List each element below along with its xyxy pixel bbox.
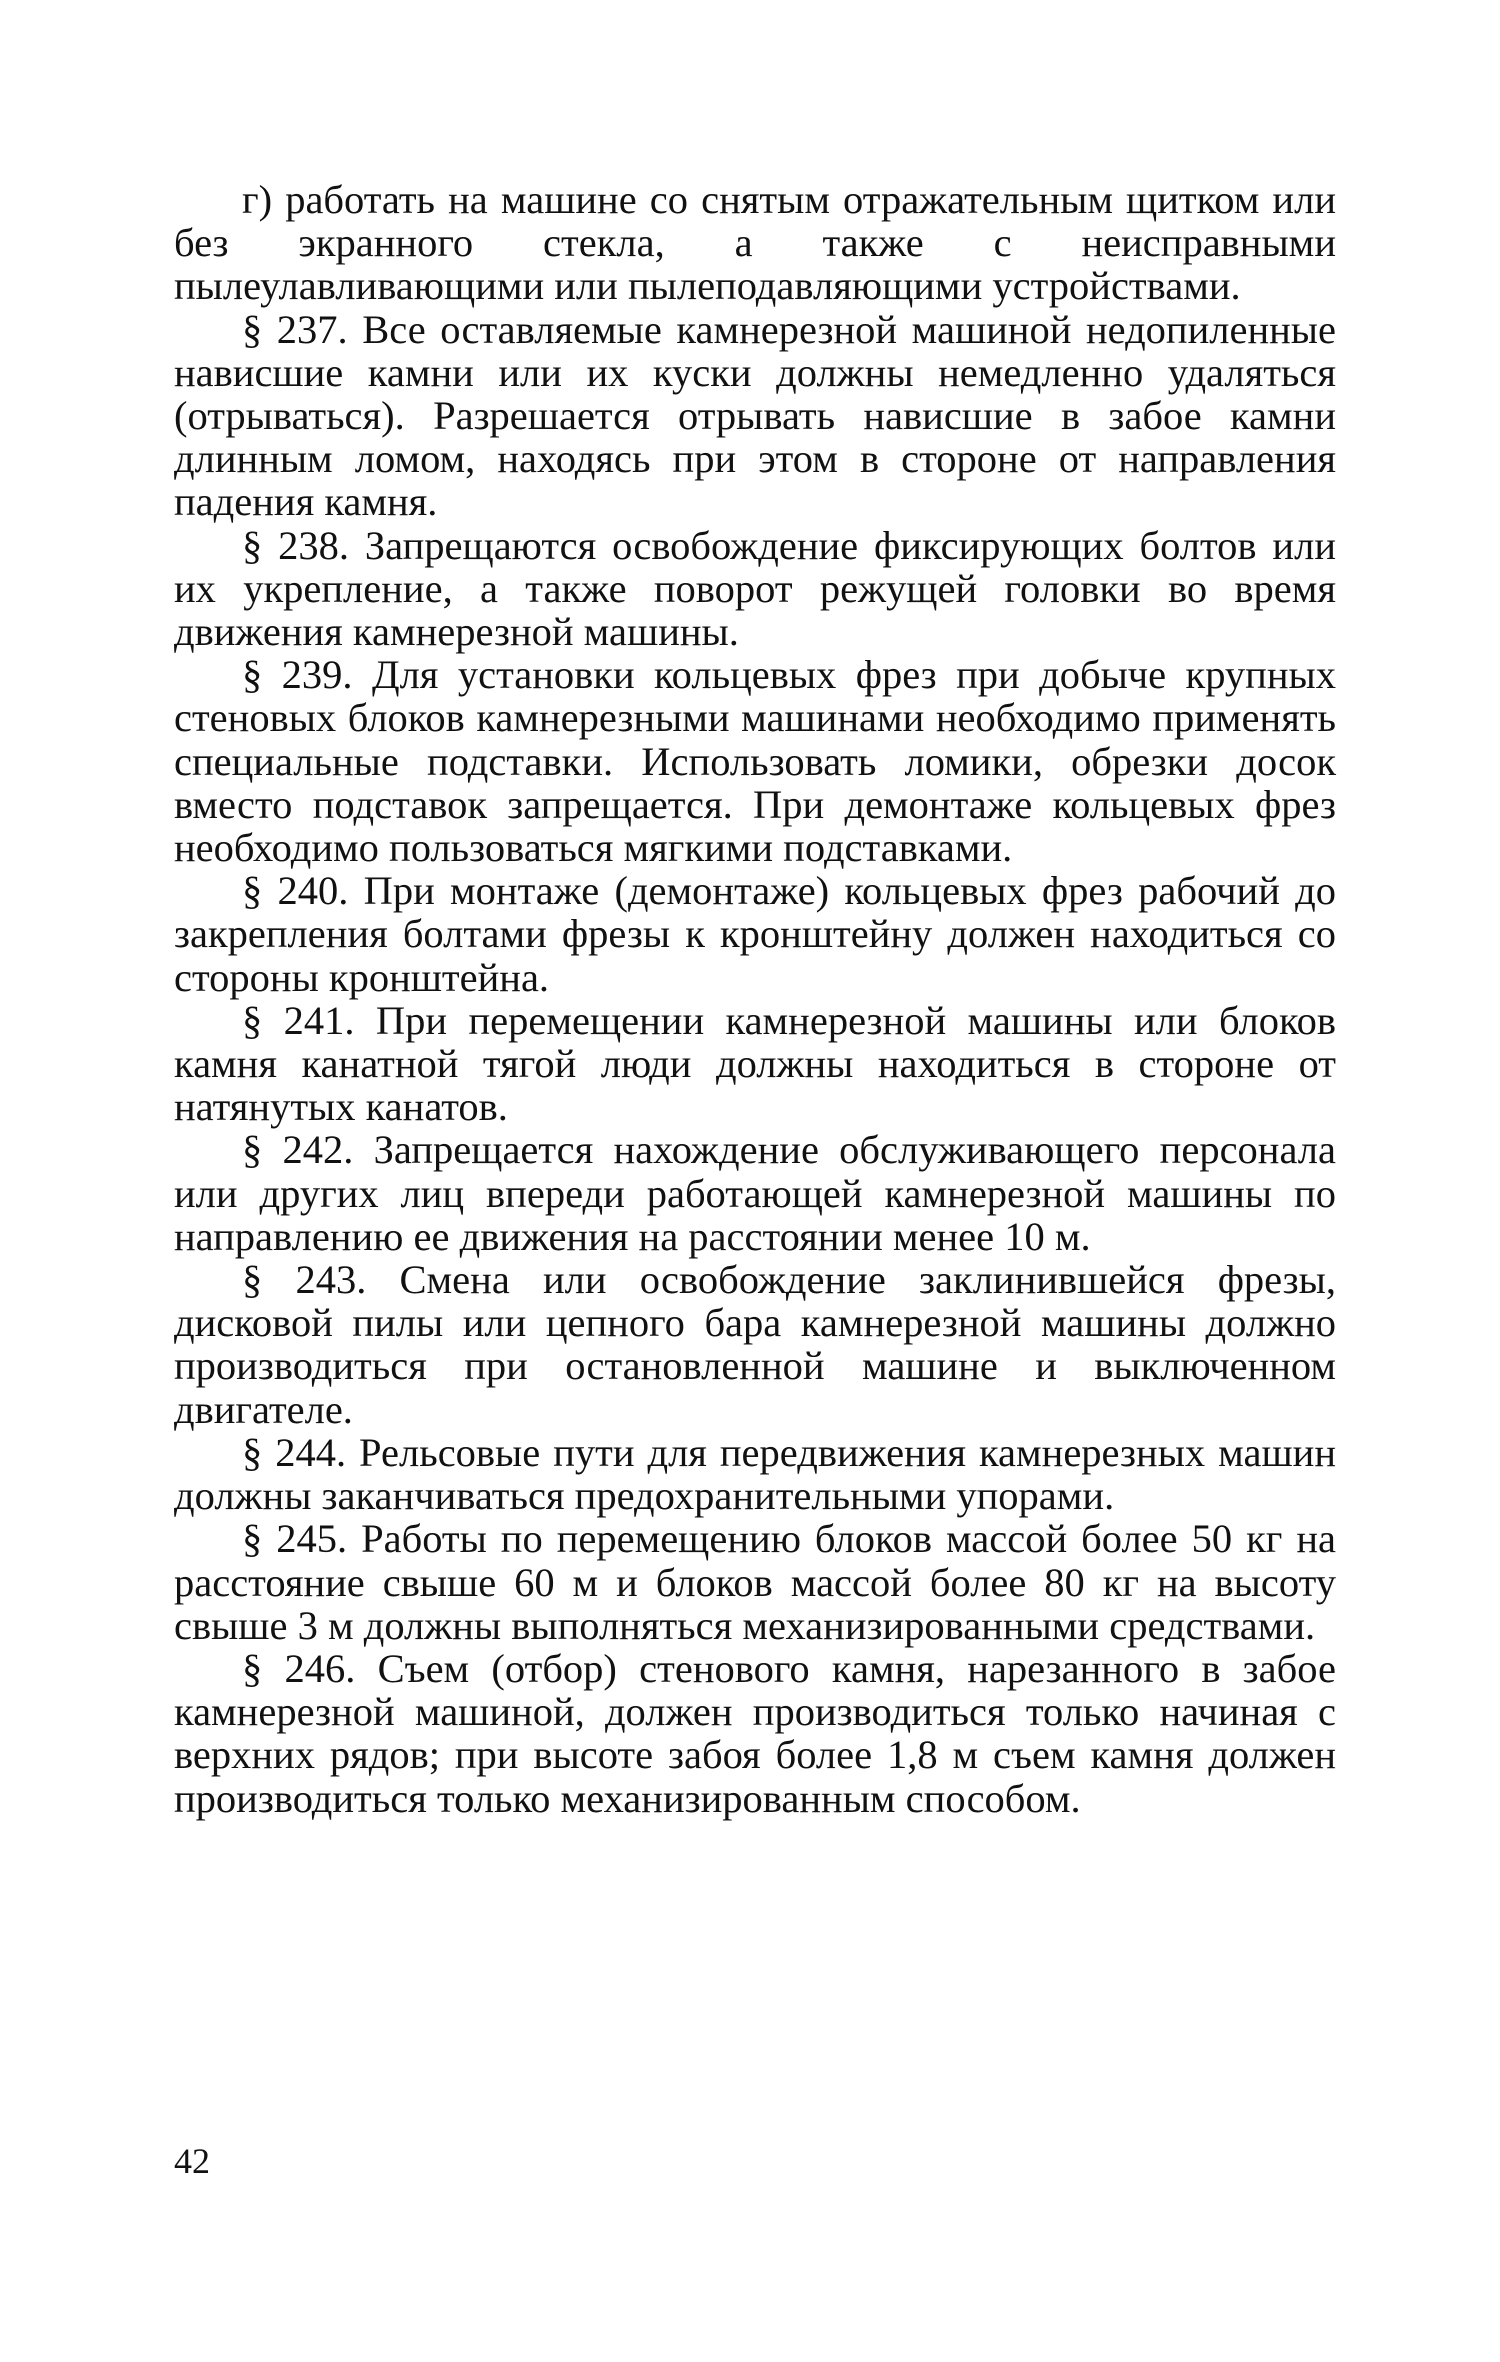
paragraph-243: § 243. Смена или освобождение заклинившейся фрезы, дисковой пилы или цепного бара камнерезной машины должно производиться при остановленной машине и выключенном двигателе.: [174, 1257, 1336, 1432]
paragraph-241: § 241. При перемещении камнерезной машины или блоков камня канатной тягой люди должны находиться в стороне от натянутых канатов.: [174, 997, 1336, 1130]
paragraph-238: § 238. Запрещаются освобождение фиксирующих болтов или их укрепление, а также поворот режущей головки во время движения камнерезной машины.: [174, 522, 1336, 655]
paragraph-246: § 246. Съем (отбор) стенового камня, нарезанного в забое камнерезной машиной, должен производиться только начиная с верхних рядов; при высоте забоя более 1,8 м съем камня должен производиться только механизированным способом.: [174, 1645, 1336, 1821]
paragraph-239: § 239. Для установки кольцевых фрез при добыче крупных стеновых блоков камнерезными машинами необходимо применять специальные подставки. Использовать ломики, обрезки досок вместо подставок запрещается. При демонтаже кольцевых фрез необходимо пользоваться мягкими подставками.: [174, 652, 1336, 871]
body-text: [174, 178, 1336, 1820]
paragraph-240: § 240. При монтаже (демонтаже) кольцевых фрез рабочий до закрепления болтами фрезы к кронштейну должен находиться со стороны кронштейна.: [174, 868, 1336, 1000]
paragraph-244: § 244. Рельсовые пути для передвижения камнерезных машин должны заканчиваться предохранительными упорами.: [174, 1429, 1336, 1519]
paragraph-237: § 237. Все оставляемые камнерезной машиной недопиленные нависшие камни или их куски должны немедленно удаляться (отрываться). Разрешается отрывать нависшие в забое камни длинным ломом, находясь при этом в стороне от направления падения камня.: [174, 306, 1336, 525]
paragraph-245: § 245. Работы по перемещению блоков массой более 50 кг на расстояние свыше 60 м и блоков массой более 80 кг на высоту свыше 3 м должны выполняться механизированными средствами.: [174, 1516, 1336, 1648]
paragraph-242: § 242. Запрещается нахождение обслуживающего персонала или других лиц впереди работающей камнерезной машины по направлению ее движения на расстоянии менее 10 м.: [174, 1127, 1336, 1259]
paragraph-item-g: г) работать на машине со снятым отражательным щитком или без экранного стекла, а также с неисправными пылеулавливающими или пылеподавляющими устройствами.: [174, 177, 1336, 309]
page-number: 42: [174, 2141, 210, 2181]
